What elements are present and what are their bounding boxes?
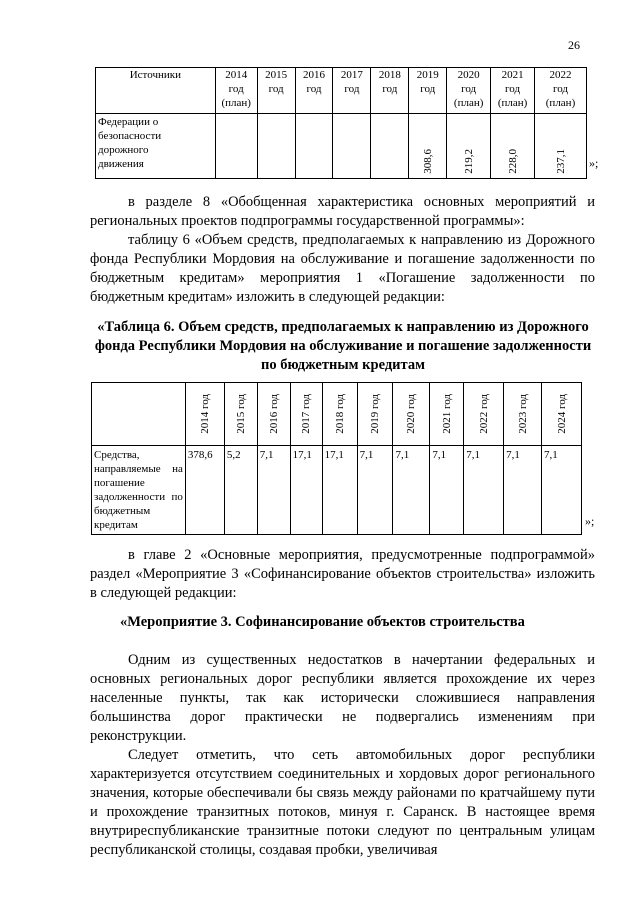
table-header-year (464, 383, 504, 446)
header-line: 2014 (225, 69, 248, 81)
table-header-year (322, 383, 357, 446)
table-cell: 7,1 (357, 446, 393, 535)
year-label: 2022 год (477, 394, 490, 434)
header-line: год (382, 83, 398, 95)
table-cell (295, 114, 333, 179)
table-header-year (215, 68, 257, 114)
header-line: год (461, 83, 477, 95)
sources-table (95, 67, 587, 179)
table-header-year (535, 68, 587, 114)
funds-table (91, 382, 582, 535)
table-cell (535, 114, 587, 179)
table-header-year (430, 383, 464, 446)
header-line: (план) (221, 97, 251, 109)
header-line: Источники (129, 69, 181, 81)
year-label: 2021 год (440, 394, 453, 434)
table-header-year (542, 383, 582, 446)
year-label: 2023 год (516, 394, 529, 434)
header-line: (план) (545, 97, 576, 109)
header-line: год (553, 83, 569, 95)
table-cell: 7,1 (257, 446, 290, 535)
row-label-line: Федерации о (98, 116, 159, 128)
header-line: 2016 (303, 69, 326, 81)
table-cell: 7,1 (393, 446, 430, 535)
table-header-year (185, 383, 224, 446)
header-line: год (344, 83, 360, 95)
table-cell (491, 114, 535, 179)
table-header-year (257, 68, 295, 114)
table-header-sources (96, 68, 216, 114)
header-line: 2020 (457, 69, 480, 81)
paragraph: в разделе 8 «Обобщенная характеристика основных мероприятий и региональных проектов подпрограммы государственной программы»: таблицу 6 «Объем средств, предполагаемых к направлению из Дорожного фонда Республики Мордовия на обслуживание и погашение задолженности по бюджетным кредитам» мероприятия 1 «Погашение задолженности по бюджетным кредитам» изложить в следующей редакции: (90, 194, 595, 305)
year-label: 2014 год (198, 394, 211, 434)
table-cell (371, 114, 409, 179)
header-line: 2019 (416, 69, 439, 81)
table-cell: 5,2 (224, 446, 257, 535)
header-line: 2022 (549, 69, 572, 81)
table-header-year (333, 68, 371, 114)
table-row-label (96, 114, 216, 179)
closing-quote: »; (585, 514, 595, 528)
table-cell (215, 114, 257, 179)
table-cell: 17,1 (322, 446, 357, 535)
page-number: 26 (568, 38, 580, 52)
year-label: 2015 год (234, 394, 247, 434)
header-line: (план) (453, 97, 484, 109)
table-cell: 378,6 (185, 446, 224, 535)
table-header-year (357, 383, 393, 446)
table-header-year (409, 68, 447, 114)
header-line: год (420, 83, 436, 95)
cell-value: 237,1 (554, 149, 567, 174)
table-cell (257, 114, 295, 179)
section-heading: «Мероприятие 3. Софинансирование объектов строительства (120, 614, 525, 630)
table-cell: 17,1 (290, 446, 322, 535)
table-cell: 7,1 (504, 446, 542, 535)
table-header-year (393, 383, 430, 446)
table-header-year (295, 68, 333, 114)
table-header-year (290, 383, 322, 446)
table-header-year (257, 383, 290, 446)
closing-quote: »; (589, 156, 599, 170)
paragraph: в главе 2 «Основные мероприятия, предусмотренные подпрограммой» раздел «Мероприятие 3 «Софинансирование объектов строительства» изложить в следующей редакции: (90, 547, 595, 601)
cell-value: 219,2 (462, 149, 475, 174)
row-label-line: безопасности (98, 130, 162, 142)
header-line: 2017 (340, 69, 363, 81)
table-header-year (224, 383, 257, 446)
year-label: 2020 год (405, 394, 418, 434)
row-label-line: дорожного (98, 144, 149, 156)
table-cell: 7,1 (542, 446, 582, 535)
cell-value: 308,6 (421, 149, 434, 174)
header-line: 2021 (501, 69, 524, 81)
table-header-year (447, 68, 491, 114)
header-line: 2015 (265, 69, 288, 81)
table-header-year (371, 68, 409, 114)
table-cell (333, 114, 371, 179)
year-label: 2019 год (369, 394, 382, 434)
table-header-year (491, 68, 535, 114)
header-line: год (228, 83, 244, 95)
year-label: 2024 год (555, 394, 568, 434)
table-cell (447, 114, 491, 179)
body-text: Одним из существенных недостатков в начертании федеральных и основных региональных дорог республики является прохождение их через населенные пункты, так как исторически сложившиеся направления большинства дорог практически не подвергались изменениям при реконструкции. Следует отметить, что сеть автомобильных дорог республики характеризуется отсутствием соединительных и хордовых дорог регионального значения, которые обеспечивали бы связь между районами по кратчайшему пути и прохождение транзитных потоков, минуя г. Саранск. В настоящее время внутриреспубликанские транзитные потоки следуют по центральным улицам республиканской столицы, создавая пробки, увеличивая (90, 652, 595, 858)
table-header-empty (92, 383, 186, 446)
table-cell: 7,1 (464, 446, 504, 535)
year-label: 2016 год (267, 394, 280, 434)
header-line: (план) (497, 97, 528, 109)
row-label-line: движения (98, 158, 144, 170)
header-line: год (268, 83, 284, 95)
table-cell: 7,1 (430, 446, 464, 535)
year-label: 2017 год (300, 394, 313, 434)
table-cell (409, 114, 447, 179)
cell-value: 228,0 (506, 149, 519, 174)
header-line: 2018 (378, 69, 401, 81)
header-line: год (306, 83, 322, 95)
table-title: «Таблица 6. Объем средств, предполагаемых к направлению из Дорожного фонда Республики Мордовия на обслуживание и погашение задолженности по бюджетным кредитам (94, 319, 592, 373)
year-label: 2018 год (333, 394, 346, 434)
table-row-label: Средства, направляемые на погашение задолженности по бюджетным кредитам (92, 446, 186, 535)
header-line: год (505, 83, 521, 95)
table-header-year (504, 383, 542, 446)
